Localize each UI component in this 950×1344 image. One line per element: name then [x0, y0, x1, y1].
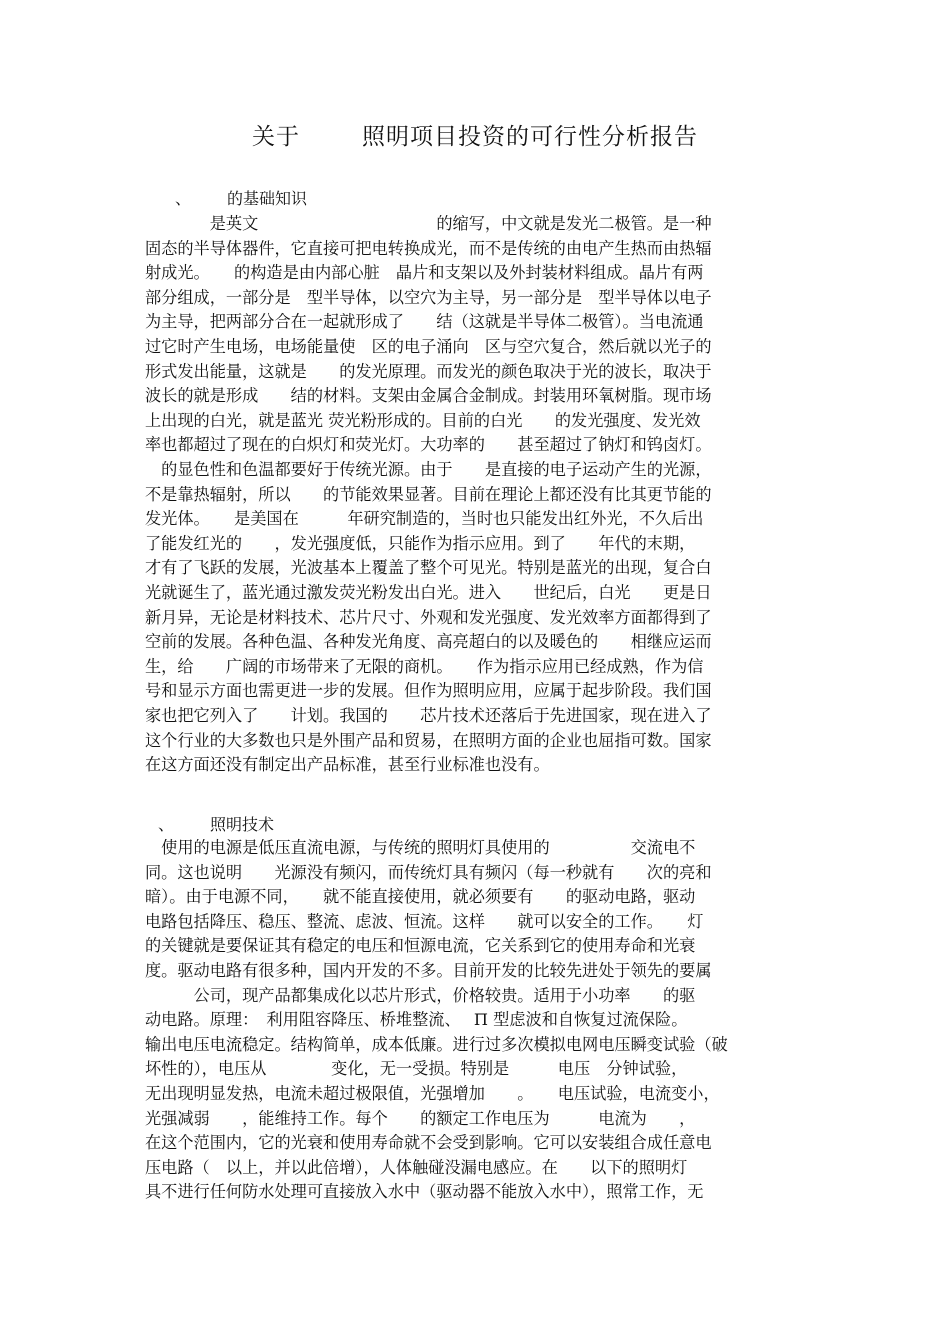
section-2-number: 、	[158, 815, 175, 834]
text-line: 在这个范围内，它的光衰和使用寿命就不会受到影响。它可以安装组合成任意电	[145, 1133, 712, 1153]
section-1-heading	[175, 187, 307, 211]
text-line: 具不进行任何防水处理可直接放入水中（驱动器不能放入水中），照常工作，无	[145, 1182, 704, 1202]
text-line: 号和显示方面也需更进一步的发展。但作为照明应用，应属于起步阶段。我们国	[145, 681, 712, 701]
text-line: 坏性的），电压从 变化，无一受损。特别是 电压 分钟试验，	[145, 1059, 688, 1079]
text-line: 输出电压电流稳定。结构简单，成本低廉。进行过多次模拟电网电压瞬变试验（破	[145, 1034, 728, 1054]
title-part-1: 关于	[252, 124, 300, 150]
section-2-title: 照明技术	[210, 815, 275, 834]
text-line: 使用的电源是低压直流电源，与传统的照明灯具使用的 交流电不	[145, 838, 696, 857]
text-line: 是英文 的缩写，中文就是发光二极管。是一种	[145, 214, 712, 233]
text-line: 部分组成，一部分是 型半导体，以空穴为主导，另一部分是 型半导体以电子	[145, 287, 712, 307]
section-1-title: 的基础知识	[227, 189, 308, 208]
text-line: 生，给 广阔的市场带来了无限的商机。 作为指示应用已经成熟，作为信	[145, 656, 704, 676]
text-line: 上出现的白光，就是蓝光 荧光粉形成的。目前的白光 的发光强度、发光效	[145, 410, 701, 430]
text-line: 光强减弱 ，能维持工作。每个 的额定工作电压为 电流为 ，	[145, 1108, 696, 1128]
text-line: 的关键就是要保证其有稳定的电压和恒源电流，它关系到它的使用寿命和光衰	[145, 936, 696, 956]
text-line: 暗）。由于电源不同， 就不能直接使用，就必须要有 的驱动电路，驱动	[145, 887, 696, 907]
text-line: 率也都超过了现在的白炽灯和荧光灯。大功率的 甚至超过了钠灯和钨卤灯。	[145, 435, 712, 455]
text-line: 无出现明显发热，电流未超过极限值，光强增加 。 电压试验，电流变小，	[145, 1084, 720, 1103]
text-line: 射成光。 的构造是由内部心脏 晶片和支架以及外封装材料组成。晶片有两	[145, 263, 704, 283]
text-line: 发光体。 是美国在 年研究制造的，当时也只能发出红外光，不久后出	[145, 509, 704, 529]
page-title	[0, 118, 950, 151]
text-line: 波长的就是形成 结的材料。支架由金属合金制成。封装用环氧树脂。现市场	[145, 386, 712, 406]
text-line: 在这方面还没有制定出产品标准，甚至行业标准也没有。	[145, 755, 550, 775]
text-line: 不是靠热辐射，所以 的节能效果显著。目前在理论上都还没有比其更节能的	[145, 484, 712, 504]
text-line: 的显色性和色温都要好于传统光源。由于 是直接的电子运动产生的光源，	[145, 460, 712, 479]
text-line: 才有了飞跃的发展，光波基本上覆盖了整个可见光。特别是蓝光的出现，复合白	[145, 558, 712, 578]
text-line: 电路包括降压、稳压、整流、虑波、恒流。这样 就可以安全的工作。 灯	[145, 911, 704, 931]
text-line: 空前的发展。各种色温、各种发光角度、高亮超白的以及暖色的 相继应运而	[145, 632, 712, 652]
text-line: 同。这也说明 光源没有频闪，而传统灯具有频闪（每一秒就有 次的亮和	[145, 862, 712, 882]
text-line: 固态的半导体器件，它直接可把电转换成光，而不是传统的由电产生热而由热辐	[145, 238, 712, 258]
title-part-2: 照明项目投资的可行性分析报告	[362, 124, 698, 150]
section-1-number: 、	[175, 189, 192, 208]
text-line: 动电路。原理： 利用阻容降压、桥堆整流、 Π 型虑波和自恢复过流保险。	[145, 1010, 688, 1030]
text-line: 了能发红光的 ，发光强度低，只能作为指示应用。到了 年代的末期，	[145, 533, 696, 553]
text-line: 公司，现产品都集成化以芯片形式，价格较贵。适用于小功率 的驱	[145, 985, 696, 1005]
text-line: 这个行业的大多数也只是外围产品和贸易，在照明方面的企业也屈指可数。国家	[145, 730, 712, 750]
text-line: 光就诞生了，蓝光通过激发荧光粉发出白光。进入 世纪后，白光 更是日	[145, 583, 712, 602]
text-line: 形式发出能量，这就是 的发光原理。而发光的颜色取决于光的波长，取决于	[145, 361, 712, 381]
text-line: 新月异，无论是材料技术、芯片尺寸、外观和发光强度、发光效率方面都得到了	[145, 607, 712, 627]
text-line: 过它时产生电场，电场能量使 区的电子涌向 区与空穴复合，然后就以光子的	[145, 337, 712, 356]
text-line: 为主导，把两部分合在一起就形成了 结（这就是半导体二极管）。当电流通	[145, 312, 704, 332]
section-2-heading	[158, 813, 274, 837]
text-line: 压电路（ 以上，并以此倍增），人体触碰没漏电感应。在 以下的照明灯	[145, 1157, 688, 1177]
text-line: 家也把它列入了 计划。我国的 芯片技术还落后于先进国家，现在进入了	[145, 706, 712, 725]
text-line: 度。驱动电路有很多种，国内开发的不多。目前开发的比较先进处于领先的要属	[145, 961, 712, 980]
